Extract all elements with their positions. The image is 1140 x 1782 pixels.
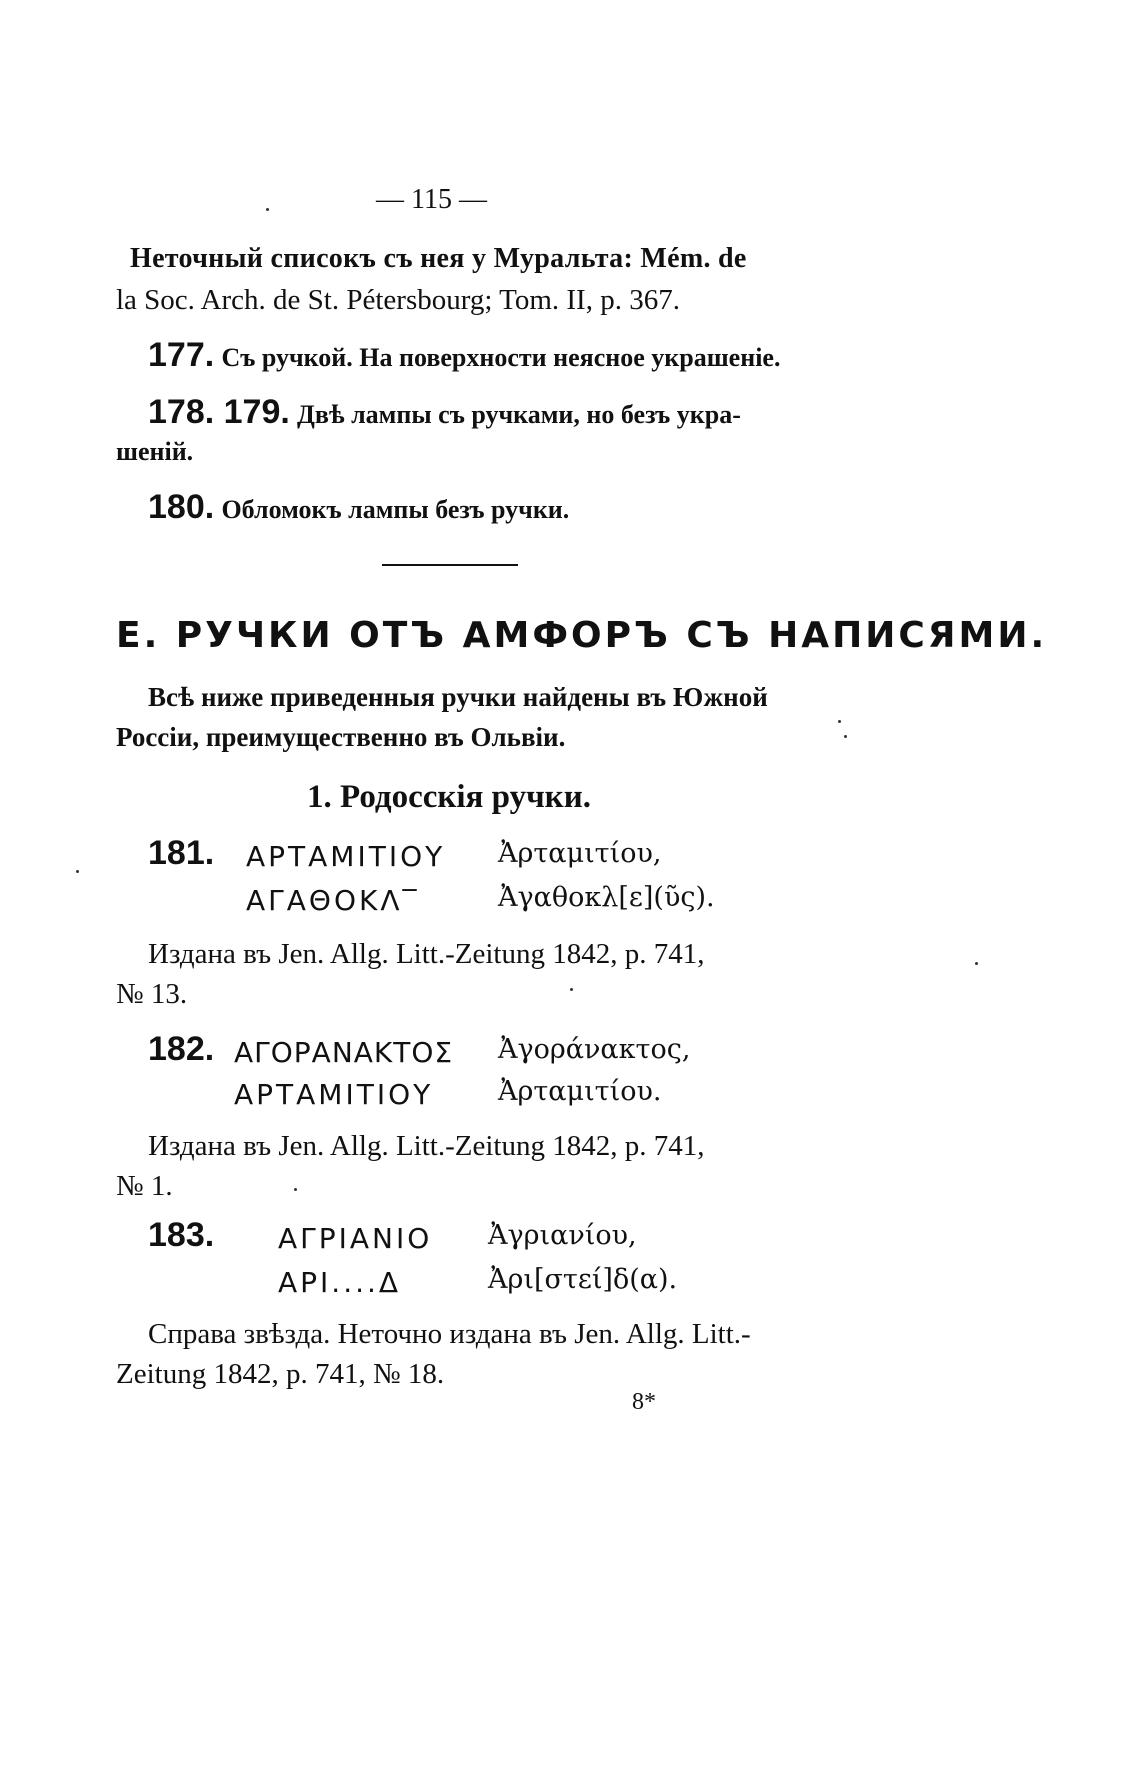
item-182-note-2: № 1. (116, 1170, 173, 1202)
item-181-transcription-1: Ἀρταμιτίου, (498, 838, 662, 869)
item-183-number: 183. (148, 1216, 215, 1254)
continuation-line-1: Неточный списокъ съ нея у Муральта: Mém. de (130, 243, 747, 274)
scan-speck (844, 735, 847, 738)
item-183-inscription-2: ΑΡΙ....Δ (278, 1266, 402, 1299)
item-182-inscription-1: ΑΓΟΡΑΝΑΚΤΟΣ (234, 1036, 454, 1069)
item-181-transcription-2: Ἀγαθοκλ[ε](ῦς). (498, 882, 715, 913)
item-183-inscription-1: ΑΓΡΙΑΝΙΟ (278, 1222, 433, 1255)
entry-number: 177. (148, 336, 215, 374)
page-number-header: — 115 — (376, 184, 487, 215)
scan-speck (76, 870, 79, 873)
section-divider (382, 564, 518, 566)
item-183-note-1: Справа звѣзда. Неточно издана въ Jen. Allg. Litt.- (148, 1318, 751, 1350)
entry-number: 178. 179. (148, 393, 290, 431)
item-181-note-2: № 13. (116, 978, 188, 1010)
item-181-inscription-2: ΑΓΑΘΟΚΛ‾ (246, 884, 420, 917)
scan-speck (294, 1188, 297, 1191)
item-182-inscription-2: ΑΡΤΑΜΙΤΙΟΥ (234, 1078, 434, 1111)
scan-speck (570, 988, 573, 991)
item-182-note-1: Издана въ Jen. Allg. Litt.-Zeitung 1842, p. 741, (148, 1130, 705, 1162)
scan-speck (838, 720, 841, 723)
section-intro-line-2: Россіи, преимущественно въ Ольвіи. (116, 722, 566, 752)
item-182-number: 182. (148, 1030, 215, 1068)
entry-178-179 (148, 395, 741, 429)
entry-text: Обломокъ лампы безъ ручки. (221, 495, 570, 524)
item-182-transcription-1: Ἀγοράνακτος, (498, 1034, 691, 1065)
entry-178-179-continued: шеній. (116, 437, 194, 466)
scan-speck (975, 962, 978, 965)
item-181-number: 181. (148, 834, 215, 872)
entry-number: 180. (148, 488, 215, 526)
entry-text: Двѣ лампы съ ручками, но безъ укра- (297, 400, 741, 429)
section-intro-line-1: Всѣ ниже приведенныя ручки найдены въ Южной (148, 682, 768, 712)
item-182-transcription-2: Ἀρταμιτίου. (498, 1076, 662, 1107)
subsection-heading: 1. Родосскія ручки. (307, 779, 591, 815)
entry-180 (148, 490, 569, 524)
signature-mark: 8* (632, 1389, 656, 1415)
scan-speck (266, 208, 269, 211)
entry-text: Съ ручкой. На поверхности неясное украшеніе. (221, 343, 781, 372)
item-183-note-2: Zeitung 1842, p. 741, № 18. (116, 1358, 445, 1390)
item-181-inscription-1: ΑΡΤΑΜΙΤΙΟΥ (246, 840, 446, 873)
item-181-note-1: Издана въ Jen. Allg. Litt.-Zeitung 1842, p. 741, (148, 938, 705, 970)
item-183-transcription-1: Ἀγριανίου, (488, 1220, 637, 1251)
continuation-line-2: la Soc. Arch. de St. Pétersbourg; Tom. II, p. 367. (116, 284, 680, 316)
section-heading: Е. РУЧКИ ОТЪ АМФОРЪ СЪ НАПИСЯМИ. (116, 615, 1048, 656)
item-183-transcription-2: Ἀρι[στεί]δ(α). (488, 1264, 678, 1295)
entry-177 (148, 338, 780, 372)
